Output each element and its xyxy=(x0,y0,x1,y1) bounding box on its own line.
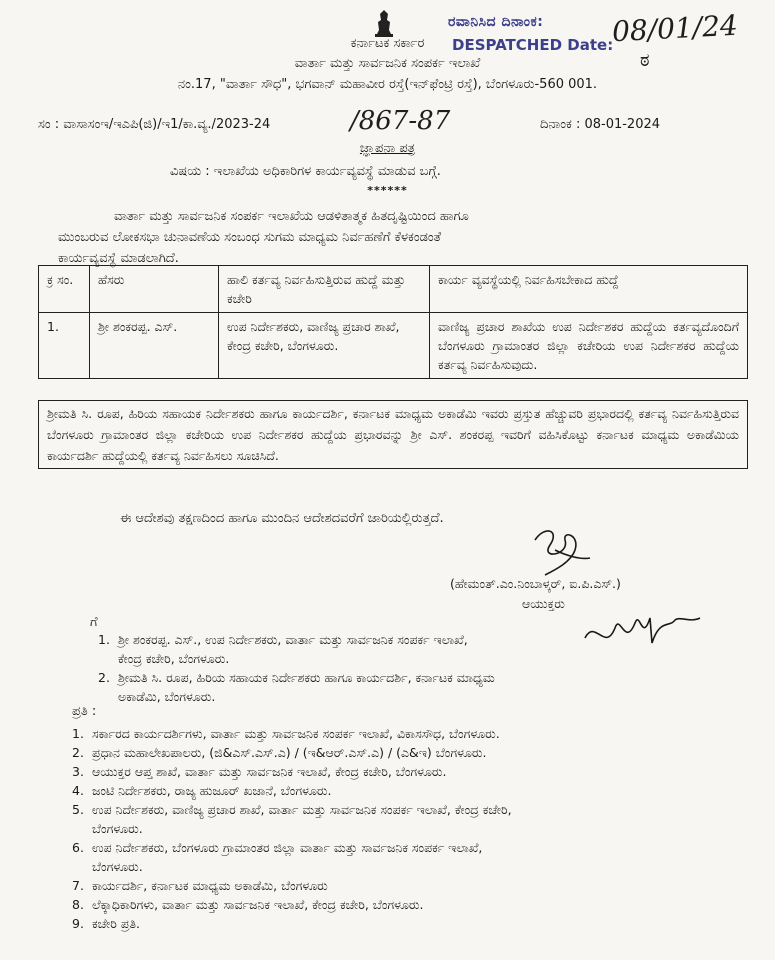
document-type: ಜ್ಞಾಪನಾ ಪತ್ರ xyxy=(359,141,416,156)
list-item-text: ಕಚೇರಿ ಪ್ರತಿ. xyxy=(92,916,140,931)
state-emblem-icon xyxy=(370,8,398,38)
department-address: ನಂ.17, "ವಾರ್ತಾ ಸೌಧ", ಭಗವಾನ್ ಮಹಾವೀರ ರಸ್ತೆ(ಇನ್‌ಫೆಂಟ್ರಿ ರಸ್ತೆ), ಬೆಂಗಳೂರು-560 001. xyxy=(177,77,598,92)
list-item-text: ಶ್ರೀಮತಿ ಸಿ. ರೂಪ, ಹಿರಿಯ ಸಹಾಯಕ ನಿರ್ದೇಶಕರು ಹಾಗೂ ಕಾರ್ಯದರ್ಶಿ, ಕರ್ನಾಟಕ ಮಾಧ್ಯಮ xyxy=(118,670,495,685)
table-cell: 1. xyxy=(39,313,90,379)
table-header-cell: ಹೆಸರು xyxy=(90,266,219,313)
table-cell: ವಾಣಿಜ್ಯ ಪ್ರಚಾರ ಶಾಖೆಯ ಉಪ ನಿರ್ದೇಶಕರ ಹುದ್ದೆಯ ಕರ್ತವ್ಯದೊಂದಿಗೆ ಬೆಂಗಳೂರು ಗ್ರಾಮಾಂತರ ಜಿಲ್ಲಾ ಕಚೇರಿಯ ಉಪ ನಿರ್ದೇಶಕರ ಹುದ್ದೆಯ ಕರ್ತವ್ಯ ನಿರ್ವಹಿಸುವುದು. xyxy=(430,313,748,379)
subject-line: ವಿಷಯ : ಇಲಾಖೆಯ ಅಧಿಕಾರಿಗಳ ಕಾರ್ಯವ್ಯವಸ್ಥೆ ಮಾಡುವ ಬಗ್ಗೆ. xyxy=(170,164,441,179)
government-name: ಕರ್ನಾಟಕ ಸರ್ಕಾರ xyxy=(350,36,425,51)
table-header-cell: ಹಾಲಿ ಕರ್ತವ್ಯ ನಿರ್ವಹಿಸುತ್ತಿರುವ ಹುದ್ದೆ ಮತ್ತು ಕಚೇರಿ xyxy=(219,266,430,313)
list-item-text: ಸರ್ಕಾರದ ಕಾರ್ಯದರ್ಶಿಗಳು, ವಾರ್ತಾ ಮತ್ತು ಸಾರ್ವಜನಿಕ ಸಂಪರ್ಕ ಇಲಾಖೆ, ವಿಕಾಸಸೌಧ, ಬೆಂಗಳೂರು. xyxy=(92,726,500,741)
list-item-number: 3. xyxy=(72,764,84,779)
list-item-number: 5. xyxy=(72,802,84,817)
list-item-number: 7. xyxy=(72,878,84,893)
reference-number: ಸಂ : ವಾಸಾಸಂಇ/ಇಎಪಿ(ಜಿ)/ಇ1/ಕಾ.ವ್ಯ./2023-24 xyxy=(38,117,271,132)
copy-list xyxy=(72,724,732,954)
list-item-number: 2. xyxy=(98,670,110,685)
handwritten-mark: ಠ xyxy=(640,50,650,71)
table-header-cell: ಕಾರ್ಯ ವ್ಯವಸ್ಥೆಯಲ್ಲಿ ನಿರ್ವಹಿಸಬೇಕಾದ ಹುದ್ದೆ xyxy=(430,266,748,313)
table-header-row xyxy=(39,266,748,313)
table-row xyxy=(39,313,748,379)
list-item-text: ಕಾರ್ಯದರ್ಶಿ, ಕರ್ನಾಟಕ ಮಾಧ್ಯಮ ಅಕಾಡೆಮಿ, ಬೆಂಗಳೂರು xyxy=(92,878,328,893)
despatch-stamp-kannada: ರವಾನಿಸಿದ ದಿನಾಂಕ: xyxy=(448,14,544,30)
intro-line: ಕಾರ್ಯವ್ಯವಸ್ಥೆ ಮಾಡಲಾಗಿದೆ. xyxy=(58,251,179,266)
to-label: ಗೆ xyxy=(90,615,98,630)
table-cell: ಶ್ರೀ ಶಂಕರಪ್ಪ. ಎಸ್. xyxy=(90,313,219,379)
list-item-text: ಶ್ರೀ ಶಂಕರಪ್ಪ. ಎಸ್., ಉಪ ನಿರ್ದೇಶಕರು, ವಾರ್ತಾ ಮತ್ತು ಸಾರ್ವಜನಿಕ ಸಂಪರ್ಕ ಇಲಾಖೆ, xyxy=(118,632,468,647)
list-item-number: 6. xyxy=(72,840,84,855)
signature-scribble-icon xyxy=(525,520,595,580)
list-item-number: 1. xyxy=(72,726,84,741)
list-item-number: 4. xyxy=(72,783,84,798)
separator-stars: ****** xyxy=(367,184,408,197)
list-item-number: 1. xyxy=(98,632,110,647)
instruction-note: ಶ್ರೀಮತಿ ಸಿ. ರೂಪ, ಹಿರಿಯ ಸಹಾಯಕ ನಿರ್ದೇಶಕರು ಹಾಗೂ ಕಾರ್ಯದರ್ಶಿ, ಕರ್ನಾಟಕ ಮಾಧ್ಯಮ ಅಕಾಡೆಮಿ ಇವರು ಪ್ರಸ್ತುತ ಹೆಚ್ಚುವರಿ ಪ್ರಭಾರದಲ್ಲಿ ಕರ್ತವ್ಯ ನಿರ್ವಹಿಸುತ್ತಿರುವ ಬೆಂಗಳೂರು ಗ್ರಾಮಾಂತರ ಜಿಲ್ಲಾ ಕಚೇರಿಯ ಉಪ ನಿರ್ದೇಶಕರ ಹುದ್ದೆಯ ಪ್ರಭಾರವನ್ನು ಶ್ರೀ ಎಸ್. ಶಂಕರಪ್ಪ ಇವರಿಗೆ ವಹಿಸಿಕೊಟ್ಟು ಕರ್ನಾಟಕ ಮಾಧ್ಯಮ ಅಕಾಡೆಮಿಯ ಕಾರ್ಯದರ್ಶಿ ಹುದ್ದೆಯಲ್ಲಿ ಕರ್ತವ್ಯ ನಿರ್ವಹಿಸಲು ಸೂಚಿಸಿದೆ. xyxy=(38,400,748,469)
list-item-text: ಉಪ ನಿರ್ದೇಶಕರು, ಬೆಂಗಳೂರು ಗ್ರಾಮಾಂತರ ಜಿಲ್ಲಾ ವಾರ್ತಾ ಮತ್ತು ಸಾರ್ವಜನಿಕ ಸಂಪರ್ಕ ಇಲಾಖೆ, xyxy=(92,840,483,855)
list-item-number: 9. xyxy=(72,916,84,931)
list-item-text: ಅಕಾಡೆಮಿ, ಬೆಂಗಳೂರು. xyxy=(118,689,216,704)
signatory-name: (ಹೇಮಂತ್.ಎಂ.ನಿಂಬಾಳ್ಕರ್, ಐ.ಪಿ.ಎಸ್.) xyxy=(450,576,621,591)
intro-line: ವಾರ್ತಾ ಮತ್ತು ಸಾರ್ವಜನಿಕ ಸಂಪರ್ಕ ಇಲಾಖೆಯ ಆಡಳಿತಾತ್ಮಕ ಹಿತದೃಷ್ಟಿಯಿಂದ ಹಾಗೂ xyxy=(114,209,469,224)
handwritten-despatch-date: 08/01/24 xyxy=(611,8,739,49)
list-item-text: ಲೆಕ್ಕಾಧಿಕಾರಿಗಳು, ವಾರ್ತಾ ಮತ್ತು ಸಾರ್ವಜನಿಕ ಇಲಾಖೆ, ಕೇಂದ್ರ ಕಚೇರಿ, ಬೆಂಗಳೂರು. xyxy=(92,897,424,912)
list-item-text: ಆಯುಕ್ತರ ಆಪ್ತ ಶಾಖೆ, ವಾರ್ತಾ ಮತ್ತು ಸಾರ್ವಜನಿಕ ಇಲಾಖೆ, ಕೇಂದ್ರ ಕಚೇರಿ, ಬೆಂಗಳೂರು. xyxy=(92,764,447,779)
signatory-designation: ಆಯುಕ್ತರು xyxy=(522,596,565,611)
intro-paragraph xyxy=(58,206,698,269)
table-cell: ಉಪ ನಿರ್ದೇಶಕರು, ವಾಣಿಜ್ಯ ಪ್ರಚಾರ ಶಾಖೆ, ಕೇಂದ್ರ ಕಚೇರಿ, ಬೆಂಗಳೂರು. xyxy=(219,313,430,379)
intro-line: ಮುಂಬರುವ ಲೋಕಸಭಾ ಚುನಾವಣೆಯ ಸಂಬಂಧ ಸುಗಮ ಮಾಧ್ಯಮ ನಿರ್ವಹಣೆಗೆ ಕೆಳಕಂಡಂತೆ xyxy=(58,230,442,245)
table-header-cell: ಕ್ರ ಸಂ. xyxy=(39,266,90,313)
arrangement-table xyxy=(38,265,748,379)
recipient-list xyxy=(98,630,718,705)
list-item-number: 8. xyxy=(72,897,84,912)
list-item-text: ಬೆಂಗಳೂರು. xyxy=(92,821,143,836)
despatch-stamp-english: DESPATCHED Date: xyxy=(452,36,614,54)
order-statement: ಈ ಆದೇಶವು ತಕ್ಷಣದಿಂದ ಹಾಗೂ ಮುಂದಿನ ಆದೇಶದವರೆಗೆ ಜಾರಿಯಲ್ಲಿರುತ್ತದೆ. xyxy=(120,511,444,526)
copy-label: ಪ್ರತಿ : xyxy=(72,704,97,719)
handwritten-reference-number: /867-87 xyxy=(350,106,451,136)
list-item-text: ಕೇಂದ್ರ ಕಚೇರಿ, ಬೆಂಗಳೂರು. xyxy=(118,651,230,666)
list-item-text: ಪ್ರಧಾನ ಮಹಾಲೇಖಪಾಲರು, (ಜಿ&ಎಸ್.ಎಸ್.ಎ) / (ಇ&ಆರ್.ಎಸ್.ಎ) / (ಎ&ಇ) ಬೆಂಗಳೂರು. xyxy=(92,745,487,760)
list-item-number: 2. xyxy=(72,745,84,760)
document-date: ದಿನಾಂಕ : 08-01-2024 xyxy=(540,117,661,132)
list-item-text: ಜಂಟಿ ನಿರ್ದೇಶಕರು, ರಾಜ್ಯ ಹುಜೂರ್ ಖಜಾನೆ, ಬೆಂಗಳೂರು. xyxy=(92,783,332,798)
list-item-text: ಬೆಂಗಳೂರು. xyxy=(92,859,143,874)
department-name: ವಾರ್ತಾ ಮತ್ತು ಸಾರ್ವಜನಿಕ ಸಂಪರ್ಕ ಇಲಾಖೆ xyxy=(294,56,481,71)
list-item-text: ಉಪ ನಿರ್ದೇಶಕರು, ವಾಣಿಜ್ಯ ಪ್ರಚಾರ ಶಾಖೆ, ವಾರ್ತಾ ಮತ್ತು ಸಾರ್ವಜನಿಕ ಸಂಪರ್ಕ ಇಲಾಖೆ, ಕೇಂದ್ರ ಕಚೇರಿ, xyxy=(92,802,512,817)
